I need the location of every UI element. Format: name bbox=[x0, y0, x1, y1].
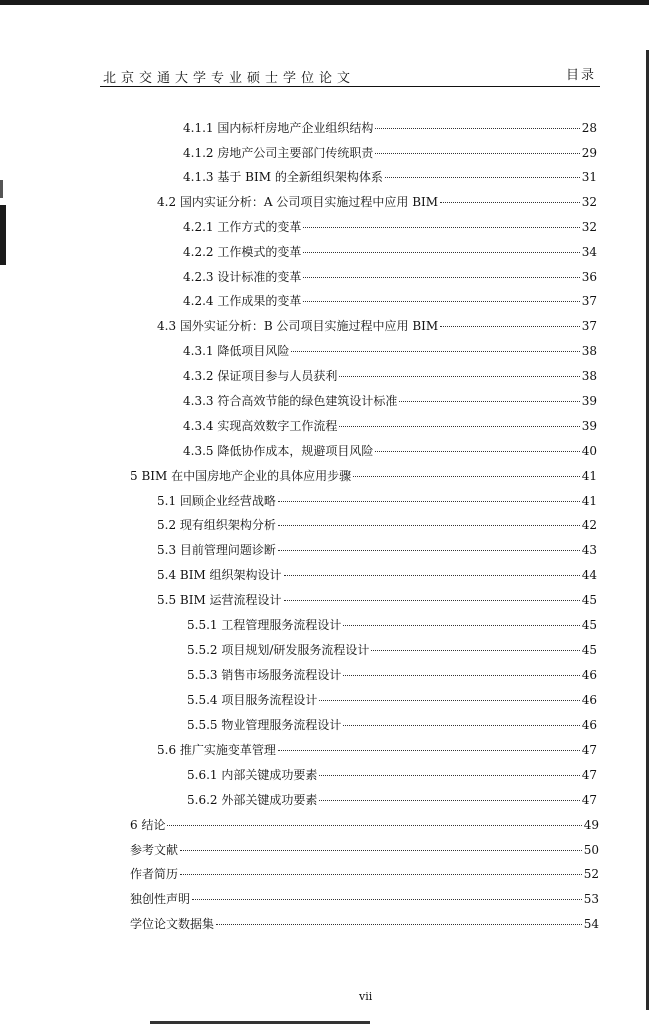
toc-entry-title: 4.3 国外实证分析：B 公司项目实施过程中应用 BIM bbox=[157, 319, 439, 333]
toc-leader bbox=[303, 277, 579, 278]
toc-entry-title: 5 BIM 在中国房地产企业的具体应用步骤 bbox=[130, 469, 352, 483]
toc-entry-title: 4.2.4 工作成果的变革 bbox=[183, 294, 302, 308]
toc-entry-page: 37 bbox=[581, 294, 597, 308]
toc-entry-page: 47 bbox=[581, 743, 597, 757]
toc-entry-page: 47 bbox=[581, 768, 597, 782]
toc-entry[interactable] bbox=[157, 593, 597, 607]
toc-leader bbox=[343, 675, 579, 676]
toc-entry[interactable] bbox=[183, 245, 597, 259]
toc-entry-title: 5.5 BIM 运营流程设计 bbox=[157, 593, 282, 607]
toc-entry[interactable] bbox=[183, 444, 597, 458]
toc-entry[interactable] bbox=[187, 618, 597, 632]
toc-leader bbox=[343, 725, 579, 726]
toc-entry-title: 4.2.2 工作模式的变革 bbox=[183, 245, 302, 259]
toc-entry-title: 5.5.1 工程管理服务流程设计 bbox=[187, 618, 342, 632]
toc-entry[interactable] bbox=[183, 394, 597, 408]
toc-leader bbox=[278, 525, 580, 526]
toc-entry-page: 44 bbox=[581, 568, 597, 582]
toc-entry-title: 5.3 目前管理问题诊断 bbox=[157, 543, 276, 557]
toc-leader bbox=[284, 600, 580, 601]
toc-entry-page: 46 bbox=[581, 693, 597, 707]
toc-entry-title: 5.6 推广实施变革管理 bbox=[157, 743, 276, 757]
toc-entry-title: 5.5.2 项目规划/研发服务流程设计 bbox=[187, 643, 370, 657]
toc-entry[interactable] bbox=[183, 270, 597, 284]
toc-entry-title: 5.5.5 物业管理服务流程设计 bbox=[187, 718, 342, 732]
toc-leader bbox=[339, 376, 579, 377]
toc-entry[interactable] bbox=[157, 195, 597, 209]
toc-entry[interactable] bbox=[187, 693, 597, 707]
toc-entry-page: 31 bbox=[581, 170, 597, 184]
toc-entry-page: 37 bbox=[581, 319, 597, 333]
toc-leader bbox=[216, 924, 582, 925]
toc-entry[interactable] bbox=[157, 568, 597, 582]
toc-entry[interactable] bbox=[183, 146, 597, 160]
toc-leader bbox=[353, 476, 580, 477]
toc-leader bbox=[339, 426, 579, 427]
toc-entry[interactable] bbox=[130, 892, 599, 906]
toc-entry-page: 53 bbox=[583, 892, 599, 906]
toc-leader bbox=[385, 177, 580, 178]
toc-entry[interactable] bbox=[183, 344, 597, 358]
toc-leader bbox=[291, 351, 579, 352]
toc-entry[interactable] bbox=[157, 494, 597, 508]
toc-entry-title: 5.6.2 外部关键成功要素 bbox=[187, 793, 318, 807]
toc-entry[interactable] bbox=[130, 917, 599, 931]
toc-entry-title: 参考文献 bbox=[130, 843, 179, 857]
toc-entry-title: 5.6.1 内部关键成功要素 bbox=[187, 768, 318, 782]
running-header-section: 目录 bbox=[566, 68, 597, 83]
toc-entry-page: 39 bbox=[581, 394, 597, 408]
toc-leader bbox=[375, 451, 579, 452]
toc-entry[interactable] bbox=[187, 643, 597, 657]
toc-entry-title: 4.1.1 国内标杆房地产企业组织结构 bbox=[183, 121, 374, 135]
toc-entry[interactable] bbox=[130, 818, 599, 832]
toc-entry[interactable] bbox=[183, 369, 597, 383]
toc-entry-title: 4.1.3 基于 BIM 的全新组织架构体系 bbox=[183, 170, 383, 184]
toc-entry-page: 41 bbox=[581, 469, 597, 483]
toc-entry-page: 38 bbox=[581, 369, 597, 383]
toc-entry[interactable] bbox=[157, 543, 597, 557]
toc-entry-title: 独创性声明 bbox=[130, 892, 191, 906]
toc-leader bbox=[319, 700, 579, 701]
toc-entry[interactable] bbox=[183, 170, 597, 184]
toc-entry[interactable] bbox=[183, 220, 597, 234]
toc-entry[interactable] bbox=[157, 518, 597, 532]
toc-entry-title: 4.2.3 设计标准的变革 bbox=[183, 270, 302, 284]
toc-leader bbox=[303, 301, 579, 302]
toc-leader bbox=[180, 850, 582, 851]
toc-leader bbox=[278, 550, 580, 551]
scan-mark-left-small bbox=[0, 180, 3, 198]
toc-entry-title: 4.3.2 保证项目参与人员获利 bbox=[183, 369, 338, 383]
toc-entry-page: 50 bbox=[583, 843, 599, 857]
toc-entry[interactable] bbox=[187, 768, 597, 782]
toc-entry-title: 4.3.1 降低项目风险 bbox=[183, 344, 290, 358]
toc-entry-title: 5.5.3 销售市场服务流程设计 bbox=[187, 668, 342, 682]
toc-entry-title: 4.3.5 降低协作成本，规避项目风险 bbox=[183, 444, 374, 458]
toc-entry[interactable] bbox=[157, 319, 597, 333]
toc-entry[interactable] bbox=[187, 718, 597, 732]
toc-entry-title: 4.1.2 房地产公司主要部门传统职责 bbox=[183, 146, 374, 160]
toc-entry-page: 29 bbox=[581, 146, 597, 160]
toc-entry-page: 43 bbox=[581, 543, 597, 557]
toc-entry-page: 54 bbox=[583, 917, 599, 931]
toc-leader bbox=[371, 650, 579, 651]
toc-leader bbox=[375, 153, 579, 154]
toc-entry-page: 49 bbox=[583, 818, 599, 832]
toc-entry-page: 47 bbox=[581, 793, 597, 807]
toc-entry-page: 39 bbox=[581, 419, 597, 433]
toc-leader bbox=[319, 775, 579, 776]
toc-entry-page: 46 bbox=[581, 718, 597, 732]
toc-entry[interactable] bbox=[183, 294, 597, 308]
toc-entry[interactable] bbox=[187, 793, 597, 807]
scan-edge-top bbox=[0, 0, 649, 5]
toc-leader bbox=[319, 800, 579, 801]
toc-entry-title: 5.2 现有组织架构分析 bbox=[157, 518, 276, 532]
toc-entry-title: 4.3.3 符合高效节能的绿色建筑设计标准 bbox=[183, 394, 398, 408]
toc-entry-page: 41 bbox=[581, 494, 597, 508]
toc-entry[interactable] bbox=[130, 469, 597, 483]
toc-leader bbox=[180, 874, 582, 875]
toc-entry-title: 6 结论 bbox=[130, 818, 166, 832]
toc-entry[interactable] bbox=[157, 743, 597, 757]
toc-entry[interactable] bbox=[130, 867, 599, 881]
toc-leader bbox=[303, 252, 579, 253]
toc-entry-page: 28 bbox=[581, 121, 597, 135]
running-header-title: 北京交通大学专业硕士学位论文 bbox=[103, 71, 356, 86]
toc-entry-page: 52 bbox=[583, 867, 599, 881]
toc-entry[interactable] bbox=[187, 668, 597, 682]
toc-entry-title: 5.5.4 项目服务流程设计 bbox=[187, 693, 318, 707]
toc-entry-page: 45 bbox=[581, 643, 597, 657]
toc-leader bbox=[303, 227, 579, 228]
toc-entry-page: 32 bbox=[581, 195, 597, 209]
toc-entry-title: 学位论文数据集 bbox=[130, 917, 215, 931]
toc-entry-page: 42 bbox=[581, 518, 597, 532]
toc-entry-title: 4.3.4 实现高效数字工作流程 bbox=[183, 419, 338, 433]
header-rule bbox=[100, 86, 600, 87]
toc-entry-title: 5.1 回顾企业经营战略 bbox=[157, 494, 276, 508]
toc-entry-page: 34 bbox=[581, 245, 597, 259]
toc-entry-title: 4.2 国内实证分析：A 公司项目实施过程中应用 BIM bbox=[157, 195, 439, 209]
toc-entry-page: 45 bbox=[581, 593, 597, 607]
toc-leader bbox=[399, 401, 579, 402]
toc-entry[interactable] bbox=[130, 843, 599, 857]
toc-leader bbox=[278, 750, 580, 751]
toc-leader bbox=[192, 899, 582, 900]
toc-leader bbox=[440, 202, 580, 203]
toc-entry-title: 作者简历 bbox=[130, 867, 179, 881]
toc-entry-page: 32 bbox=[581, 220, 597, 234]
toc-entry[interactable] bbox=[183, 419, 597, 433]
toc-leader bbox=[278, 501, 580, 502]
toc-entry-title: 4.2.1 工作方式的变革 bbox=[183, 220, 302, 234]
page-number: vii bbox=[359, 990, 373, 1003]
toc-leader bbox=[284, 575, 580, 576]
toc-leader bbox=[375, 128, 579, 129]
toc-leader bbox=[167, 825, 581, 826]
toc-leader bbox=[440, 326, 580, 327]
toc-entry-title: 5.4 BIM 组织架构设计 bbox=[157, 568, 282, 582]
toc-entry-page: 38 bbox=[581, 344, 597, 358]
toc-entry-page: 36 bbox=[581, 270, 597, 284]
toc-entry-page: 45 bbox=[581, 618, 597, 632]
scan-mark-left bbox=[0, 205, 6, 265]
toc-leader bbox=[343, 625, 579, 626]
toc-entry-page: 40 bbox=[581, 444, 597, 458]
toc-entry-page: 46 bbox=[581, 668, 597, 682]
toc-entry[interactable] bbox=[183, 121, 597, 135]
